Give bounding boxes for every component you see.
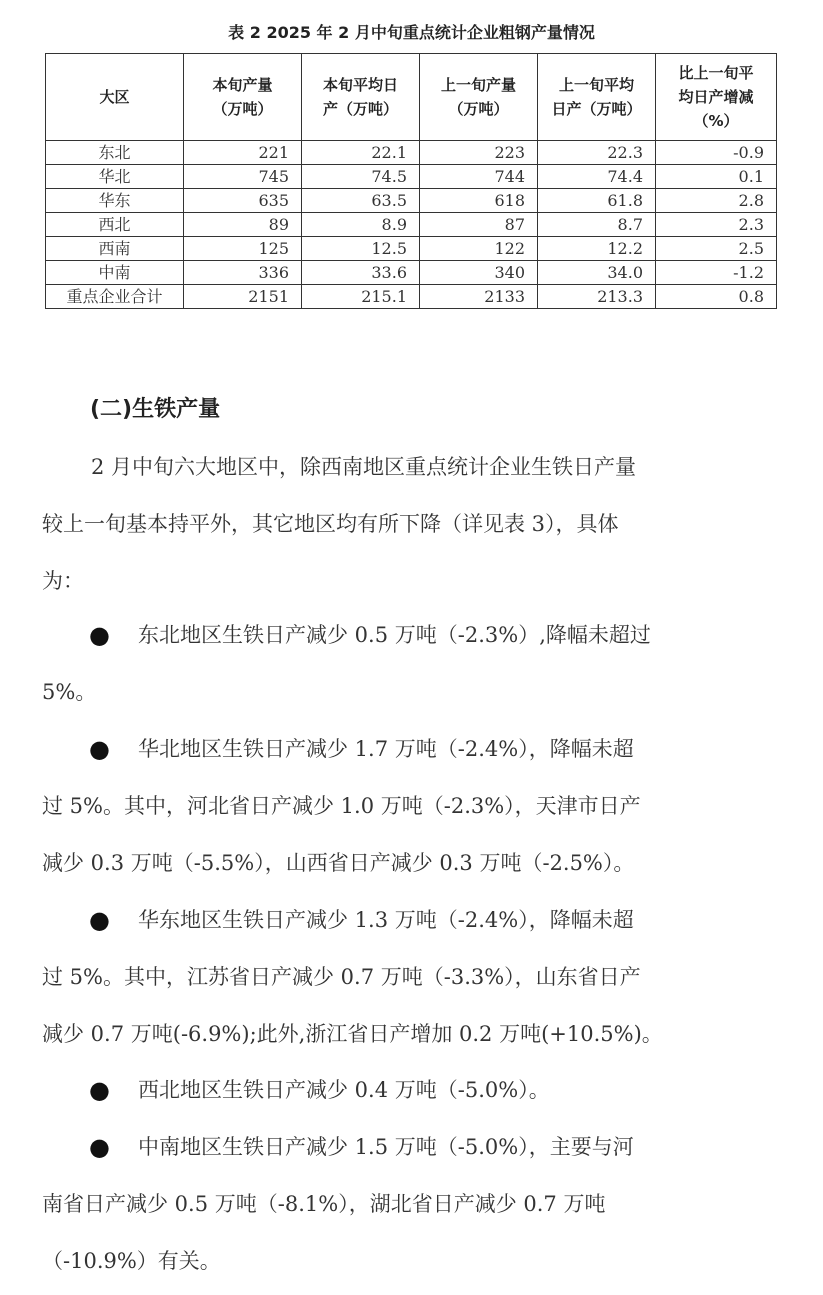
paragraph-line: （-10.9%）有关。 — [42, 1249, 221, 1273]
cell-value: 74.5 — [302, 165, 420, 189]
cell-value: 2151 — [184, 285, 302, 309]
paragraph-line: 为： — [42, 569, 84, 593]
table-header-row — [46, 54, 777, 141]
paragraph-line: 东北地区生铁日产减少 0.5 万吨（-2.3%）,降幅未超过 — [138, 623, 651, 647]
header-text: （%） — [693, 112, 739, 130]
paragraph-line: 2 月中旬六大地区中，除西南地区重点统计企业生铁日产量 — [91, 455, 637, 479]
table-title: 表 2 2025 年 2 月中旬重点统计企业粗钢产量情况 — [228, 23, 595, 42]
bullet-icon: ● — [89, 1133, 110, 1161]
cell-value: 22.1 — [302, 141, 420, 165]
paragraph-line: 5%。 — [42, 680, 97, 704]
cell-region: 重点企业合计 — [46, 285, 184, 309]
cell-value: 2.5 — [656, 237, 777, 261]
cell-region: 东北 — [46, 141, 184, 165]
cell-value: 2133 — [420, 285, 538, 309]
paragraph-line: 华东地区生铁日产减少 1.3 万吨（-2.4%），降幅未超 — [138, 908, 634, 932]
section-heading: (二)生铁产量 — [90, 397, 221, 422]
cell-value: 61.8 — [538, 189, 656, 213]
header-text: 本旬平均日 — [322, 76, 398, 94]
paragraph-line: 减少 0.7 万吨(-6.9%);此外,浙江省日产增加 0.2 万吨(+10.5%)。 — [42, 1022, 663, 1046]
table-row — [46, 165, 777, 189]
table-row — [46, 261, 777, 285]
header-text: 日产（万吨） — [551, 100, 642, 118]
cell-value: 8.7 — [538, 213, 656, 237]
cell-value: 635 — [184, 189, 302, 213]
bullet-icon: ● — [89, 621, 110, 649]
cell-value: 33.6 — [302, 261, 420, 285]
header-text: 均日产增减 — [678, 88, 754, 106]
cell-value: 215.1 — [302, 285, 420, 309]
header-daily-change-pct — [656, 54, 777, 141]
header-text: 上一旬产量 — [440, 76, 516, 94]
header-text: 大区 — [99, 88, 130, 106]
cell-value: 122 — [420, 237, 538, 261]
cell-value: 2.8 — [656, 189, 777, 213]
cell-region: 中南 — [46, 261, 184, 285]
bullet-icon: ● — [89, 1076, 110, 1104]
cell-region: 华东 — [46, 189, 184, 213]
table-row — [46, 237, 777, 261]
cell-region: 华北 — [46, 165, 184, 189]
cell-value: 8.9 — [302, 213, 420, 237]
header-text: 产（万吨） — [322, 100, 398, 118]
header-text: 本旬产量 — [212, 76, 273, 94]
cell-value: 213.3 — [538, 285, 656, 309]
cell-value: 34.0 — [538, 261, 656, 285]
cell-value: -1.2 — [656, 261, 777, 285]
cell-value: 74.4 — [538, 165, 656, 189]
bullet-icon: ● — [89, 735, 110, 763]
cell-value: 12.5 — [302, 237, 420, 261]
cell-value: 12.2 — [538, 237, 656, 261]
cell-value: 745 — [184, 165, 302, 189]
crude-steel-table — [45, 53, 777, 309]
header-current-daily-avg — [302, 54, 420, 141]
table-row — [46, 141, 777, 165]
bullet-icon: ● — [89, 906, 110, 934]
header-text: 比上一旬平 — [678, 64, 754, 82]
cell-value: 336 — [184, 261, 302, 285]
cell-value: -0.9 — [656, 141, 777, 165]
cell-value: 223 — [420, 141, 538, 165]
paragraph-line: 过 5%。其中，河北省日产减少 1.0 万吨（-2.3%），天津市日产 — [42, 794, 641, 818]
paragraph-line: 较上一旬基本持平外，其它地区均有所下降（详见表 3），具体 — [42, 512, 619, 536]
cell-value: 340 — [420, 261, 538, 285]
cell-value: 125 — [184, 237, 302, 261]
cell-value: 0.8 — [656, 285, 777, 309]
header-text: （万吨） — [212, 100, 273, 118]
table-row — [46, 213, 777, 237]
cell-value: 221 — [184, 141, 302, 165]
header-region — [46, 54, 184, 141]
paragraph-line: 西北地区生铁日产减少 0.4 万吨（-5.0%）。 — [138, 1078, 550, 1102]
cell-value: 63.5 — [302, 189, 420, 213]
cell-value: 89 — [184, 213, 302, 237]
cell-region: 西北 — [46, 213, 184, 237]
paragraph-line: 减少 0.3 万吨（-5.5%），山西省日产减少 0.3 万吨（-2.5%）。 — [42, 851, 635, 875]
header-current-output — [184, 54, 302, 141]
cell-value: 618 — [420, 189, 538, 213]
paragraph-line: 过 5%。其中，江苏省日产减少 0.7 万吨（-3.3%），山东省日产 — [42, 965, 641, 989]
cell-value: 2.3 — [656, 213, 777, 237]
paragraph-line: 南省日产减少 0.5 万吨（-8.1%），湖北省日产减少 0.7 万吨 — [42, 1192, 606, 1216]
header-text: 上一旬平均 — [558, 76, 634, 94]
cell-value: 22.3 — [538, 141, 656, 165]
paragraph-line: 中南地区生铁日产减少 1.5 万吨（-5.0%），主要与河 — [138, 1135, 634, 1159]
cell-region: 西南 — [46, 237, 184, 261]
header-text: （万吨） — [448, 100, 509, 118]
table-row-total — [46, 285, 777, 309]
table-row — [46, 189, 777, 213]
cell-value: 744 — [420, 165, 538, 189]
header-previous-daily-avg — [538, 54, 656, 141]
cell-value: 87 — [420, 213, 538, 237]
cell-value: 0.1 — [656, 165, 777, 189]
paragraph-line: 华北地区生铁日产减少 1.7 万吨（-2.4%），降幅未超 — [138, 737, 634, 761]
header-previous-output — [420, 54, 538, 141]
